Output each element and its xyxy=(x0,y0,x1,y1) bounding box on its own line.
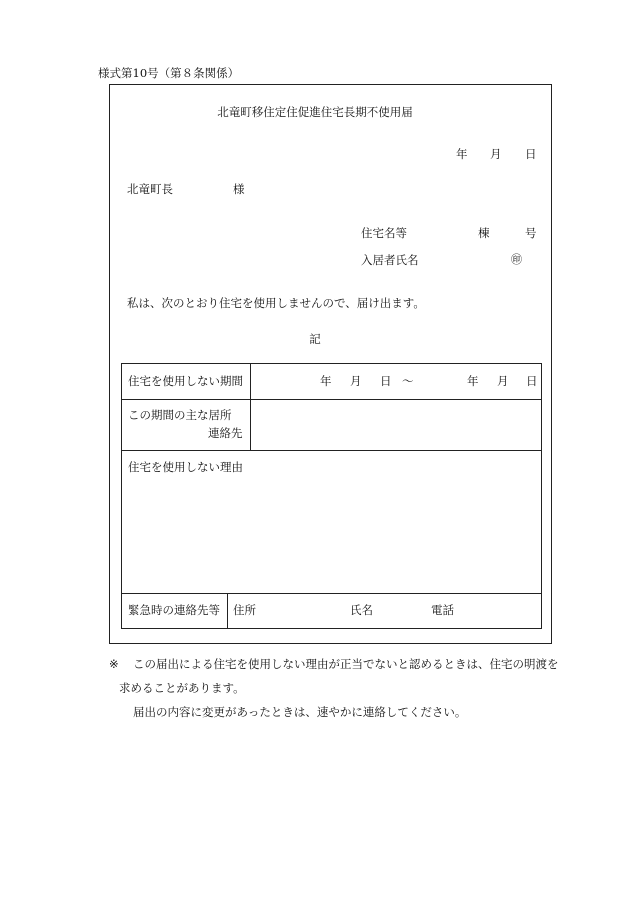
period-from-month: 月 xyxy=(350,374,362,388)
table-column-divider xyxy=(250,364,251,450)
addressee-name: 北竜町長 xyxy=(127,182,173,196)
emergency-address-label: 住所 xyxy=(233,603,256,617)
resident-name-label: 入居者氏名 xyxy=(361,253,419,267)
note-mark: ※ xyxy=(109,657,119,671)
emergency-name-label: 氏名 xyxy=(350,603,373,617)
date-month-label: 月 xyxy=(490,147,502,161)
period-from-year: 年 xyxy=(320,374,332,388)
date-day-label: 日 xyxy=(525,147,537,161)
period-to-day: 日 xyxy=(526,374,538,388)
contact-label: 連絡先 xyxy=(208,426,243,440)
seal-mark: ㊞ xyxy=(511,253,522,266)
emergency-phone-label: 電話 xyxy=(431,603,454,617)
statement-text: 私は、次のとおり住宅を使用しませんので、届け出ます。 xyxy=(127,296,425,310)
addressee-honorific: 様 xyxy=(233,182,245,196)
reason-label: 住宅を使用しない理由 xyxy=(128,460,243,474)
form-title: 北竜町移住定住促進住宅長期不使用届 xyxy=(217,105,413,119)
period-to-month: 月 xyxy=(497,374,509,388)
residence-label: この期間の主な居所 xyxy=(128,408,232,422)
ki-heading: 記 xyxy=(309,332,321,346)
table-row-divider xyxy=(122,593,541,594)
period-to-year: 年 xyxy=(467,374,479,388)
date-year-label: 年 xyxy=(456,147,468,161)
period-from-day: 日 xyxy=(380,374,392,388)
period-label: 住宅を使用しない期間 xyxy=(128,374,243,388)
table-column-divider xyxy=(227,593,228,629)
house-name-label: 住宅名等 xyxy=(361,226,407,240)
period-tilde: ～ xyxy=(402,374,414,388)
emergency-contact-label: 緊急時の連絡先等 xyxy=(128,603,220,617)
table-row-divider xyxy=(122,450,541,451)
note-line-2: 求めることがあります。 xyxy=(119,681,245,695)
details-table xyxy=(121,363,542,629)
form-number: 様式第10号（第８条関係） xyxy=(98,66,240,80)
note-line-1: この届出による住宅を使用しない理由が正当でないと認めるときは、住宅の明渡を xyxy=(133,657,559,671)
table-row-divider xyxy=(122,399,541,400)
house-number-label: 号 xyxy=(525,226,537,240)
house-building-label: 棟 xyxy=(478,226,490,240)
note-line-3: 届出の内容に変更があったときは、速やかに連絡してください。 xyxy=(133,705,467,719)
